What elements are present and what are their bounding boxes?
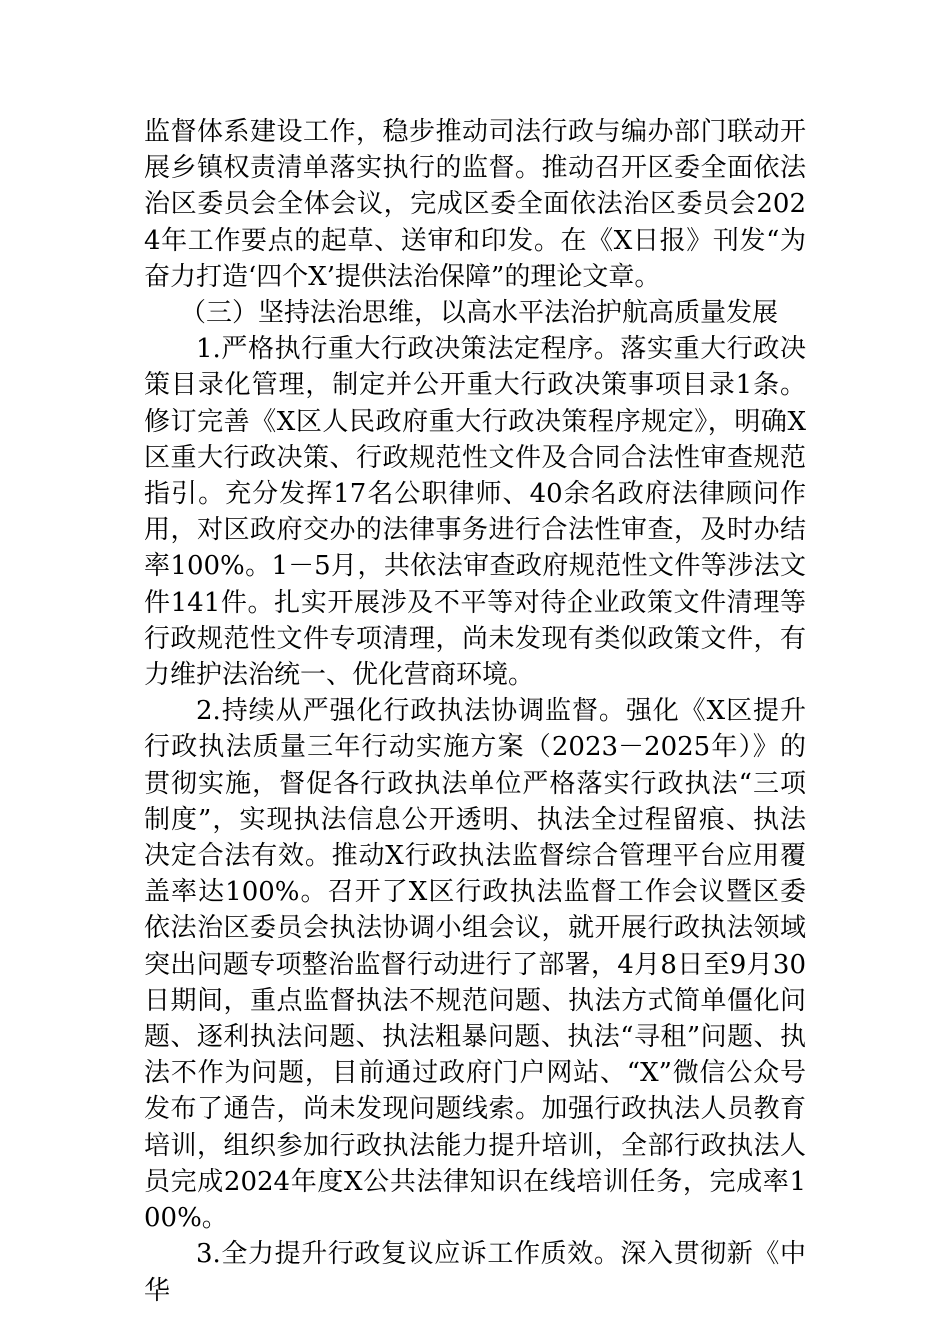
section-heading-3: （三）坚持法治思维，以高水平法治护航高质量发展 <box>180 298 779 329</box>
document-body <box>144 114 806 1309</box>
paragraph-item-2: 2.持续从严强化行政执法协调监督。强化《X区提升行政执法质量三年行动实施方案（2023－2025年）》的贯彻实施，督促各行政执法单位严格落实行政执法“三项制度”，实现执法信息公开透明、执法全过程留痕、执法决定合法有效。推动X行政执法监督综合管理平台应用覆盖率达100%。召开了X区行政执法监督工作会议暨区委依法治区委员会执法协调小组会议，就开展行政执法领域突出问题专项整治监督行动进行了部署，4月8日至9月30日期间，重点监督执法不规范问题、执法方式简单僵化问题、逐利执法问题、执法粗暴问题、执法“寻租”问题、执法不作为问题，目前通过政府门户网站、“X”微信公众号发布了通告，尚未发现问题线索。加强行政执法人员教育培训，组织参加行政执法能力提升培训，全部行政执法人员完成2024年度X公共法律知识在线培训任务，完成率100%。 <box>144 696 806 1234</box>
paragraph-item-1: 1.严格执行重大行政决策法定程序。落实重大行政决策目录化管理，制定并公开重大行政决策事项目录1条。修订完善《X区人民政府重大行政决策程序规定》，明确X区重大行政决策、行政规范性文件及合同合法性审查规范指引。充分发挥17名公职律师、40余名政府法律顾问作用，对区政府交办的法律事务进行合法性审查，及时办结率100%。1－5月，共依法审查政府规范性文件等涉法文件141件。扎实开展涉及不平等对待企业政策文件清理等行政规范性文件专项清理，尚未发现有类似政策文件，有力维护法治统一、优化营商环境。 <box>144 334 806 691</box>
paragraph-item-3: 3.全力提升行政复议应诉工作质效。深入贯彻新《中华 <box>144 1239 806 1306</box>
paragraph-continued: 监督体系建设工作，稳步推动司法行政与编办部门联动开展乡镇权责清单落实执行的监督。推动召开区委全面依法治区委员会全体会议，完成区委全面依法治区委员会2024年工作要点的起草、送审和印发。在《X日报》刊发“为奋力打造‘四个X’提供法治保障”的理论文章。 <box>144 117 806 292</box>
